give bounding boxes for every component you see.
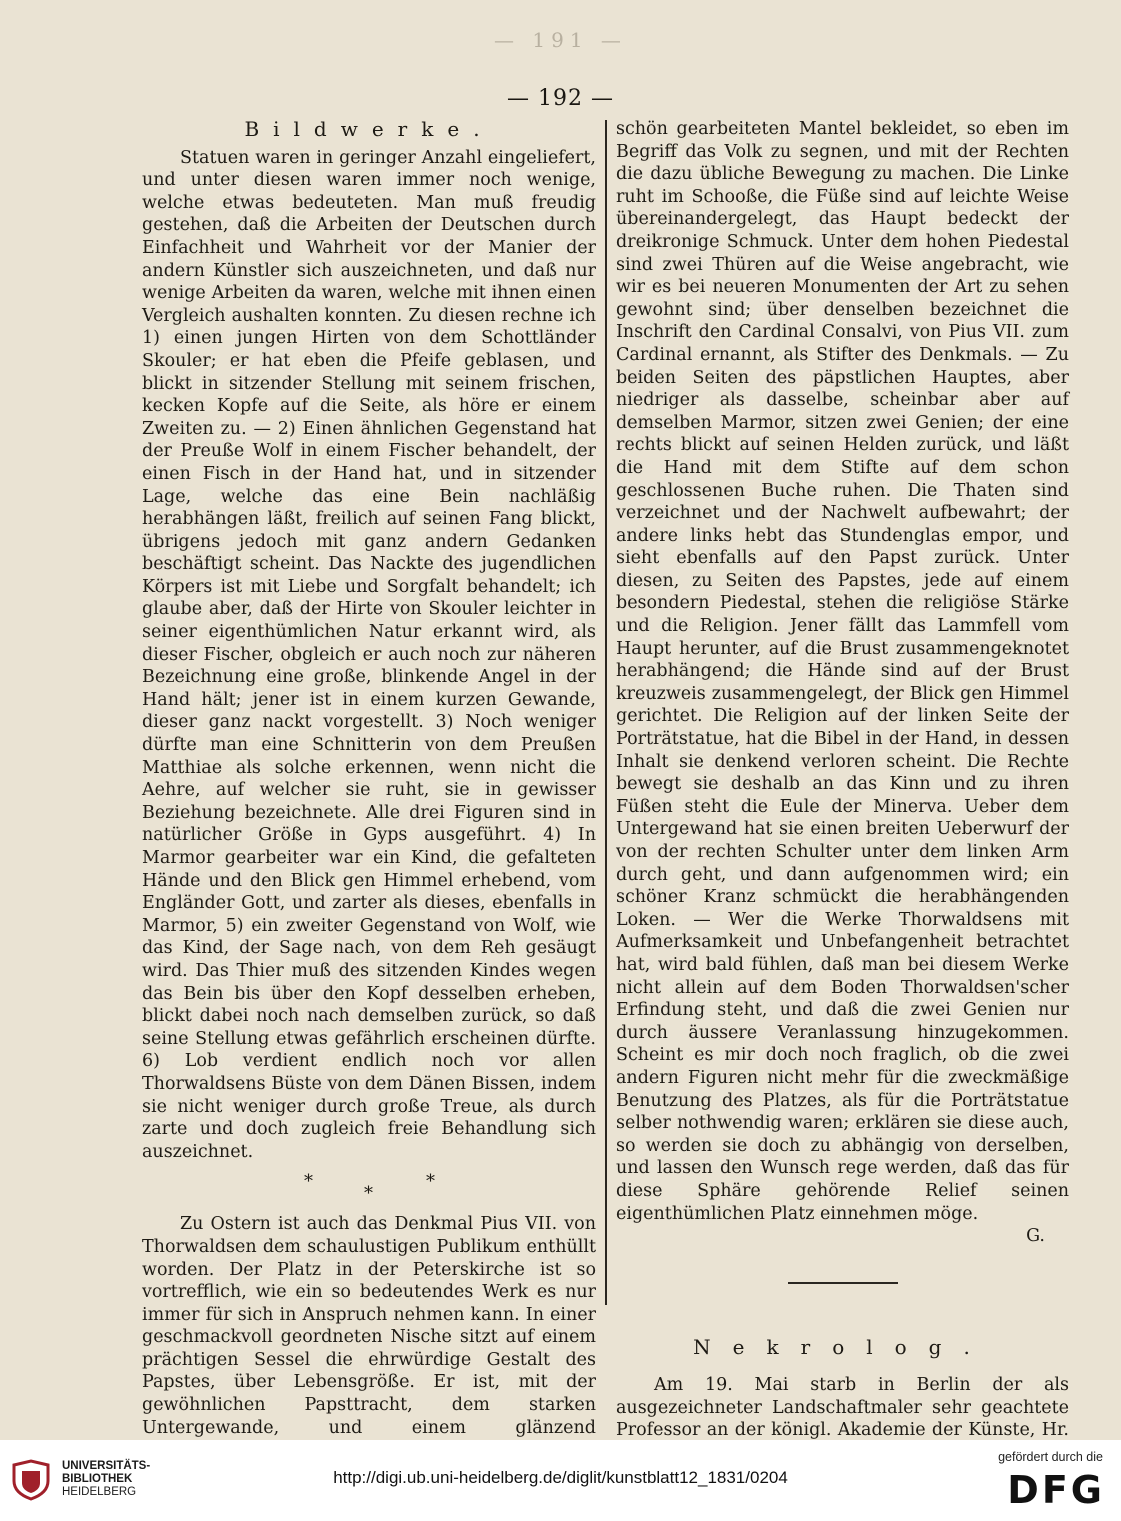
document-url-link[interactable]: http://digi.ub.uni-heidelberg.de/diglit/kunstblatt12_1831/0204	[333, 1468, 788, 1487]
section-rule	[788, 1282, 898, 1284]
bleed-through-page-number: — 191 —	[494, 28, 627, 52]
author-signature: G.	[1026, 1226, 1045, 1247]
page-number: — 192 —	[507, 86, 614, 111]
paragraph-pius-monument-continued: schön gearbeiteten Mantel bekleidet, so eben im Begriff das Volk zu segnen, und mit der Rechten die dazu übliche Bewegung zu machen. Die Linke ruht im Schooße, die Füße sind auf leichte Weise übereinandergelegt, das Haupt bedeckt der dreikronige Schmuck. Unter dem hohen Piedestal sind zwei Thüren auf die Weise angebracht, wie wir es bei neueren Monumenten der Art zu sehen gewohnt sind; über denselben bezeichnet die Inschrift den Cardinal Consalvi, von Pius VII. zum Cardinal ernannt, als Stifter des Denkmals. — Zu beiden Seiten des päpstlichen Hauptes, aber niedriger als dasselbe, scheinbar aber auf demselben Marmor, sitzen zwei Genien; der eine rechts blickt auf seinen Helden zurück, und läßt die Hand mit dem Stifte auf dem schon geschlossenen Buche ruhen. Die Thaten sind verzeichnet und der Nachwelt aufbewahrt; der andere links hebt das Stundenglas empor, und sieht ebenfalls auf den Papst zurück. Unter diesen, zu Seiten des Papstes, jede auf einem besondern Piedestal, stehen die religiöse Stärke und die Religion. Jener fällt das Lammfell vom Haupt herunter, auf die Brust zusammengeknotet herabhängend; die Hände sind auf der Brust kreuzweis zusammengelegt, der Blick gen Himmel gerichtet. Die Religion auf der linken Seite der Porträtstatue, hat die Bibel in der Hand, in dessen Inhalt sie denkend verloren scheint. Die Rechte bewegt sie deshalb an das Kinn und zu ihren Füßen steht die Eule der Minerva. Ueber dem Untergewand hat sie einen breiten Ueberwurf der von der rechten Schulter unter dem linken Arm durch geht, und dann aufgenommen wird; ein schöner Kranz schmückt die herabhängenden Loken. — Wer die Werke Thorwaldsens mit Aufmerksamkeit und Unbefangenheit betrachtet hat, wird bald fühlen, daß man bei diesem Werke nicht allein auf dem Boden Thorwaldsen'scher Erfindung steht, und daß die zwei Genien nur durch äussere Veranlassung hinzugekommen. Scheint es mir doch noch fraglich, ob die zwei andern Figuren nicht mehr für die zweckmäßige Benutzung des Platzes, als für die Porträtstatue selber nothwendig waren; erklären sie diese auch, so werden sie doch zu abhängig von derselben, und lassen den Wunsch rege werden, daß das für diese Sphäre gehörende Relief seinen eigenthümlichen Platz einnehmen möge.	[616, 119, 1069, 1224]
paragraph-statues: Statuen waren in geringer Anzahl eingeliefert, und unter diesen waren immer noch wenige, welche etwas bedeuteten. Man muß freudig gestehen, daß die Arbeiten der Deutschen durch Einfachheit und Wahrheit vor der Manier der andern Künstler sich auszeichneten, und daß nur wenige Arbeiten da waren, welche mit ihnen einen Vergleich aushalten konnten. Zu diesen rechne ich 1) einen jungen Hirten von dem Schottländer Skouler; er hat eben die Pfeife geblasen, und blickt in sitzender Stellung mit seinem frischen, kecken Kopfe auf die Seite, als höre er einem Zweiten zu. — 2) Einen ähnlichen Gegenstand hat der Preuße Wolf in einem Fischer behandelt, der einen Fisch in der Hand hat, und in sitzender Lage, welche das eine Bein nachläßig herabhängen läßt, freilich auf seinen Fang blickt, übrigens jedoch mit ganz andern Gedanken beschäftigt scheint. Das Nackte des jugendlichen Körpers ist mit Liebe und Sorgfalt behandelt; ich glaube aber, daß der Hirte von Skouler leichter in seiner eigenthümlichen Natur erkannt wird, als dieser Fischer, obgleich er auch noch zur näheren Bezeichnung eine große, blinkende Angel in der Hand hält; jener ist in einem kurzen Gewande, dieser ganz nackt vorgestellt. 3) Noch weniger dürfte man eine Schnitterin von dem Preußen Matthiae als solche erkennen, wenn nicht die Aehre, auf welcher sie ruht, sie in gewisser Beziehung bezeichnete. Alle drei Figuren sind in natürlicher Größe in Gyps ausgeführt. 4) In Marmor gearbeiter war ein Kind, die gefalteten Hände und den Blick gen Himmel erhebend, vom Engländer Gott, und zarter als dieses, ebenfalls in Marmor, 5) ein zweiter Gegenstand von Wolf, wie das Kind, der Sage nach, von dem Reh gesäugt wird. Das Thier muß des sitzenden Kindes wegen das Bein bis über den Kopf desselben erheben, blickt dabei noch nach demselben zurück, so daß seine Stellung etwas gefährlich erscheinen dürfte. 6) Lob verdient endlich noch vor allen Thorwaldsens Büste von dem Dänen Bissen, indem sie nicht weniger durch große Treue, als durch zarte und doch zugleich freie Behandlung sich auszeichnet.	[142, 147, 596, 1162]
section-heading-bildwerke: Bildwerke.	[244, 117, 494, 141]
separator-star: *	[426, 1171, 435, 1193]
section-heading-nekrolog: Nekrolog.	[693, 1334, 992, 1359]
separator-star: *	[364, 1183, 373, 1205]
dfg-logo[interactable]: DFG	[1007, 1468, 1105, 1512]
funding-note: gefördert durch die	[998, 1450, 1103, 1464]
left-column	[142, 118, 596, 1462]
right-column	[616, 118, 1069, 1465]
paragraph-nekrolog: Am 19. Mai starb in Berlin der als ausgezeichneter Landschaftmaler sehr geachtete Professor an der königl. Akademie der Künste, Hr.	[616, 1375, 1069, 1441]
column-divider	[605, 120, 607, 1305]
logo-line: UNIVERSITÄTS-	[62, 1460, 151, 1472]
viewer-footer	[0, 1440, 1121, 1521]
section-separator-stars	[142, 1169, 596, 1209]
logo-line: HEIDELBERG	[62, 1486, 137, 1498]
logo-line: BIBLIOTHEK	[62, 1473, 133, 1485]
paragraph-pius-monument: Zu Ostern ist auch das Denkmal Pius VII. von Thorwaldsen dem schaulustigen Publikum enthüllt worden. Der Platz in der Peterskirche ist so vortrefflich, wie ein so bedeutendes Werk es nur immer für sich in Anspruch nehmen kann. In einer geschmackvoll geordneten Nische sitzt auf einem prächtigen Sessel die ehrwürdige Gestalt des Papstes, über Lebensgröße. Er ist, mit der gewöhnlichen Papsttracht, dem starken Untergewande, und einem glänzend	[142, 1214, 596, 1438]
separator-star: *	[304, 1171, 313, 1193]
